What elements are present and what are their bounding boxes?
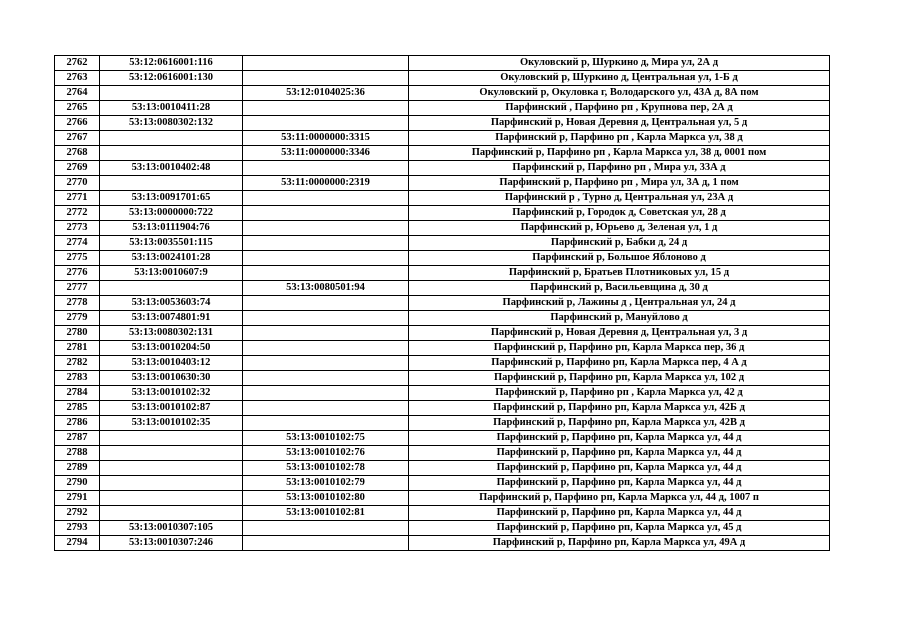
cadastral-number-cell: 53:13:0053603:74 (100, 296, 243, 311)
table-row (55, 296, 830, 311)
row-number-cell: 2793 (55, 521, 100, 536)
premises-cadastral-number-cell: 53:11:0000000:3315 (243, 131, 409, 146)
address-cell: Парфинский р, Парфино рп, Карла Маркса ул, 42Б д (409, 401, 830, 416)
row-number-cell: 2765 (55, 101, 100, 116)
address-cell: Парфинский р, Парфино рп, Карла Маркса ул, 44 д (409, 506, 830, 521)
premises-cadastral-number-cell: 53:12:0104025:36 (243, 86, 409, 101)
row-number-cell: 2780 (55, 326, 100, 341)
cadastral-number-cell: 53:13:0080302:132 (100, 116, 243, 131)
premises-cadastral-number-cell: 53:13:0010102:75 (243, 431, 409, 446)
premises-cadastral-number-cell (243, 311, 409, 326)
cadastral-number-cell: 53:13:0074801:91 (100, 311, 243, 326)
cadastral-number-cell: 53:12:0616001:130 (100, 71, 243, 86)
row-number-cell: 2769 (55, 161, 100, 176)
cadastral-number-cell (100, 491, 243, 506)
table-row (55, 281, 830, 296)
address-cell: Парфинский р, Бабки д, 24 д (409, 236, 830, 251)
cadastral-number-cell: 53:13:0010411:28 (100, 101, 243, 116)
row-number-cell: 2777 (55, 281, 100, 296)
row-number-cell: 2786 (55, 416, 100, 431)
table-row (55, 266, 830, 281)
address-cell: Парфинский р, Новая Деревня д, Центральная ул, 5 д (409, 116, 830, 131)
address-cell: Парфинский р, Парфино рп, Карла Маркса ул, 45 д (409, 521, 830, 536)
address-cell: Окуловский р, Шуркино д, Мира ул, 2А д (409, 56, 830, 71)
cadastral-number-cell (100, 86, 243, 101)
address-cell: Парфинский р, Братьев Плотниковых ул, 15 д (409, 266, 830, 281)
cadastral-number-cell (100, 476, 243, 491)
address-cell: Парфинский р, Парфино рп, Карла Маркса пер, 4 А д (409, 356, 830, 371)
premises-cadastral-number-cell (243, 71, 409, 86)
cadastral-table (54, 55, 830, 551)
row-number-cell: 2768 (55, 146, 100, 161)
premises-cadastral-number-cell: 53:13:0080501:94 (243, 281, 409, 296)
cadastral-number-cell (100, 431, 243, 446)
table-body (55, 56, 830, 551)
address-cell: Парфинский р, Парфино рп , Мира ул, 3А д, 1 пом (409, 176, 830, 191)
premises-cadastral-number-cell (243, 386, 409, 401)
row-number-cell: 2790 (55, 476, 100, 491)
table-row (55, 536, 830, 551)
address-cell: Парфинский р, Парфино рп, Карла Маркса ул, 44 д (409, 446, 830, 461)
cadastral-number-cell: 53:13:0035501:115 (100, 236, 243, 251)
table-row (55, 176, 830, 191)
address-cell: Парфинский р, Васильевщина д, 30 д (409, 281, 830, 296)
cadastral-number-cell: 53:13:0091701:65 (100, 191, 243, 206)
cadastral-number-cell: 53:13:0111904:76 (100, 221, 243, 236)
premises-cadastral-number-cell (243, 116, 409, 131)
address-cell: Парфинский р, Парфино рп, Карла Маркса ул, 49А д (409, 536, 830, 551)
address-cell: Парфинский р, Юрьево д, Зеленая ул, 1 д (409, 221, 830, 236)
cadastral-number-cell: 53:13:0010102:35 (100, 416, 243, 431)
address-cell: Парфинский р, Парфино рп, Карла Маркса пер, 36 д (409, 341, 830, 356)
document-page (54, 55, 830, 551)
row-number-cell: 2783 (55, 371, 100, 386)
table-row (55, 326, 830, 341)
premises-cadastral-number-cell: 53:13:0010102:78 (243, 461, 409, 476)
cadastral-number-cell: 53:13:0010630:30 (100, 371, 243, 386)
premises-cadastral-number-cell (243, 521, 409, 536)
premises-cadastral-number-cell: 53:13:0010102:80 (243, 491, 409, 506)
address-cell: Парфинский р, Парфино рп , Карла Маркса ул, 42 д (409, 386, 830, 401)
row-number-cell: 2776 (55, 266, 100, 281)
table-row (55, 206, 830, 221)
address-cell: Парфинский р, Большое Яблоново д (409, 251, 830, 266)
premises-cadastral-number-cell: 53:13:0010102:81 (243, 506, 409, 521)
table-row (55, 521, 830, 536)
premises-cadastral-number-cell: 53:11:0000000:2319 (243, 176, 409, 191)
premises-cadastral-number-cell (243, 371, 409, 386)
table-row (55, 251, 830, 266)
table-row (55, 401, 830, 416)
row-number-cell: 2782 (55, 356, 100, 371)
premises-cadastral-number-cell (243, 266, 409, 281)
cadastral-number-cell: 53:13:0010307:246 (100, 536, 243, 551)
address-cell: Парфинский р, Парфино рп, Карла Маркса ул, 44 д, 1007 п (409, 491, 830, 506)
table-row (55, 446, 830, 461)
table-row (55, 161, 830, 176)
table-row (55, 56, 830, 71)
premises-cadastral-number-cell (243, 221, 409, 236)
row-number-cell: 2767 (55, 131, 100, 146)
table-row (55, 146, 830, 161)
row-number-cell: 2764 (55, 86, 100, 101)
row-number-cell: 2787 (55, 431, 100, 446)
premises-cadastral-number-cell (243, 161, 409, 176)
row-number-cell: 2788 (55, 446, 100, 461)
premises-cadastral-number-cell: 53:13:0010102:79 (243, 476, 409, 491)
premises-cadastral-number-cell: 53:13:0010102:76 (243, 446, 409, 461)
premises-cadastral-number-cell (243, 206, 409, 221)
premises-cadastral-number-cell (243, 101, 409, 116)
address-cell: Парфинский р, Городок д, Советская ул, 28 д (409, 206, 830, 221)
table-row (55, 116, 830, 131)
premises-cadastral-number-cell (243, 401, 409, 416)
premises-cadastral-number-cell (243, 341, 409, 356)
row-number-cell: 2781 (55, 341, 100, 356)
premises-cadastral-number-cell (243, 416, 409, 431)
row-number-cell: 2779 (55, 311, 100, 326)
table-row (55, 506, 830, 521)
cadastral-number-cell (100, 506, 243, 521)
address-cell: Парфинский р , Турно д, Центральная ул, 23А д (409, 191, 830, 206)
address-cell: Парфинский р, Парфино рп , Карла Маркса ул, 38 д, 0001 пом (409, 146, 830, 161)
table-row (55, 236, 830, 251)
address-cell: Окуловский р, Шуркино д, Центральная ул, 1-Б д (409, 71, 830, 86)
premises-cadastral-number-cell (243, 356, 409, 371)
cadastral-number-cell: 53:13:0000000:722 (100, 206, 243, 221)
row-number-cell: 2772 (55, 206, 100, 221)
cadastral-number-cell: 53:13:0010402:48 (100, 161, 243, 176)
address-cell: Окуловский р, Окуловка г, Володарского ул, 43А д, 8А пом (409, 86, 830, 101)
table-row (55, 491, 830, 506)
cadastral-number-cell (100, 176, 243, 191)
table-row (55, 371, 830, 386)
cadastral-number-cell (100, 281, 243, 296)
address-cell: Парфинский р, Парфино рп, Карла Маркса ул, 42В д (409, 416, 830, 431)
address-cell: Парфинский р, Лажины д , Центральная ул, 24 д (409, 296, 830, 311)
table-row (55, 461, 830, 476)
cadastral-number-cell: 53:13:0010102:87 (100, 401, 243, 416)
address-cell: Парфинский р, Парфино рп, Карла Маркса ул, 44 д (409, 476, 830, 491)
table-row (55, 191, 830, 206)
row-number-cell: 2763 (55, 71, 100, 86)
cadastral-number-cell: 53:12:0616001:116 (100, 56, 243, 71)
row-number-cell: 2785 (55, 401, 100, 416)
address-cell: Парфинский р, Парфино рп, Карла Маркса ул, 44 д (409, 461, 830, 476)
table-row (55, 131, 830, 146)
row-number-cell: 2792 (55, 506, 100, 521)
row-number-cell: 2784 (55, 386, 100, 401)
cadastral-number-cell: 53:13:0024101:28 (100, 251, 243, 266)
premises-cadastral-number-cell (243, 296, 409, 311)
row-number-cell: 2773 (55, 221, 100, 236)
cadastral-number-cell (100, 131, 243, 146)
cadastral-number-cell (100, 446, 243, 461)
address-cell: Парфинский р, Парфино рп , Карла Маркса ул, 38 д (409, 131, 830, 146)
cadastral-number-cell: 53:13:0080302:131 (100, 326, 243, 341)
premises-cadastral-number-cell (243, 251, 409, 266)
cadastral-number-cell: 53:13:0010307:105 (100, 521, 243, 536)
premises-cadastral-number-cell (243, 56, 409, 71)
address-cell: Парфинский р, Мануйлово д (409, 311, 830, 326)
row-number-cell: 2774 (55, 236, 100, 251)
premises-cadastral-number-cell (243, 536, 409, 551)
premises-cadastral-number-cell (243, 236, 409, 251)
table-row (55, 431, 830, 446)
row-number-cell: 2789 (55, 461, 100, 476)
address-cell: Парфинский р, Парфино рп, Карла Маркса ул, 102 д (409, 371, 830, 386)
row-number-cell: 2778 (55, 296, 100, 311)
table-row (55, 311, 830, 326)
row-number-cell: 2762 (55, 56, 100, 71)
cadastral-number-cell: 53:13:0010204:50 (100, 341, 243, 356)
table-row (55, 221, 830, 236)
premises-cadastral-number-cell: 53:11:0000000:3346 (243, 146, 409, 161)
table-row (55, 416, 830, 431)
table-row (55, 476, 830, 491)
cadastral-number-cell: 53:13:0010403:12 (100, 356, 243, 371)
table-row (55, 386, 830, 401)
table-row (55, 86, 830, 101)
address-cell: Парфинский , Парфино рп , Крупнова пер, 2А д (409, 101, 830, 116)
row-number-cell: 2794 (55, 536, 100, 551)
row-number-cell: 2770 (55, 176, 100, 191)
address-cell: Парфинский р, Парфино рп , Мира ул, 33А д (409, 161, 830, 176)
table-row (55, 101, 830, 116)
cadastral-number-cell (100, 146, 243, 161)
cadastral-number-cell: 53:13:0010102:32 (100, 386, 243, 401)
address-cell: Парфинский р, Новая Деревня д, Центральная ул, 3 д (409, 326, 830, 341)
cadastral-number-cell: 53:13:0010607:9 (100, 266, 243, 281)
premises-cadastral-number-cell (243, 326, 409, 341)
address-cell: Парфинский р, Парфино рп, Карла Маркса ул, 44 д (409, 431, 830, 446)
table-row (55, 341, 830, 356)
row-number-cell: 2771 (55, 191, 100, 206)
table-row (55, 356, 830, 371)
cadastral-number-cell (100, 461, 243, 476)
row-number-cell: 2775 (55, 251, 100, 266)
table-row (55, 71, 830, 86)
row-number-cell: 2791 (55, 491, 100, 506)
premises-cadastral-number-cell (243, 191, 409, 206)
row-number-cell: 2766 (55, 116, 100, 131)
